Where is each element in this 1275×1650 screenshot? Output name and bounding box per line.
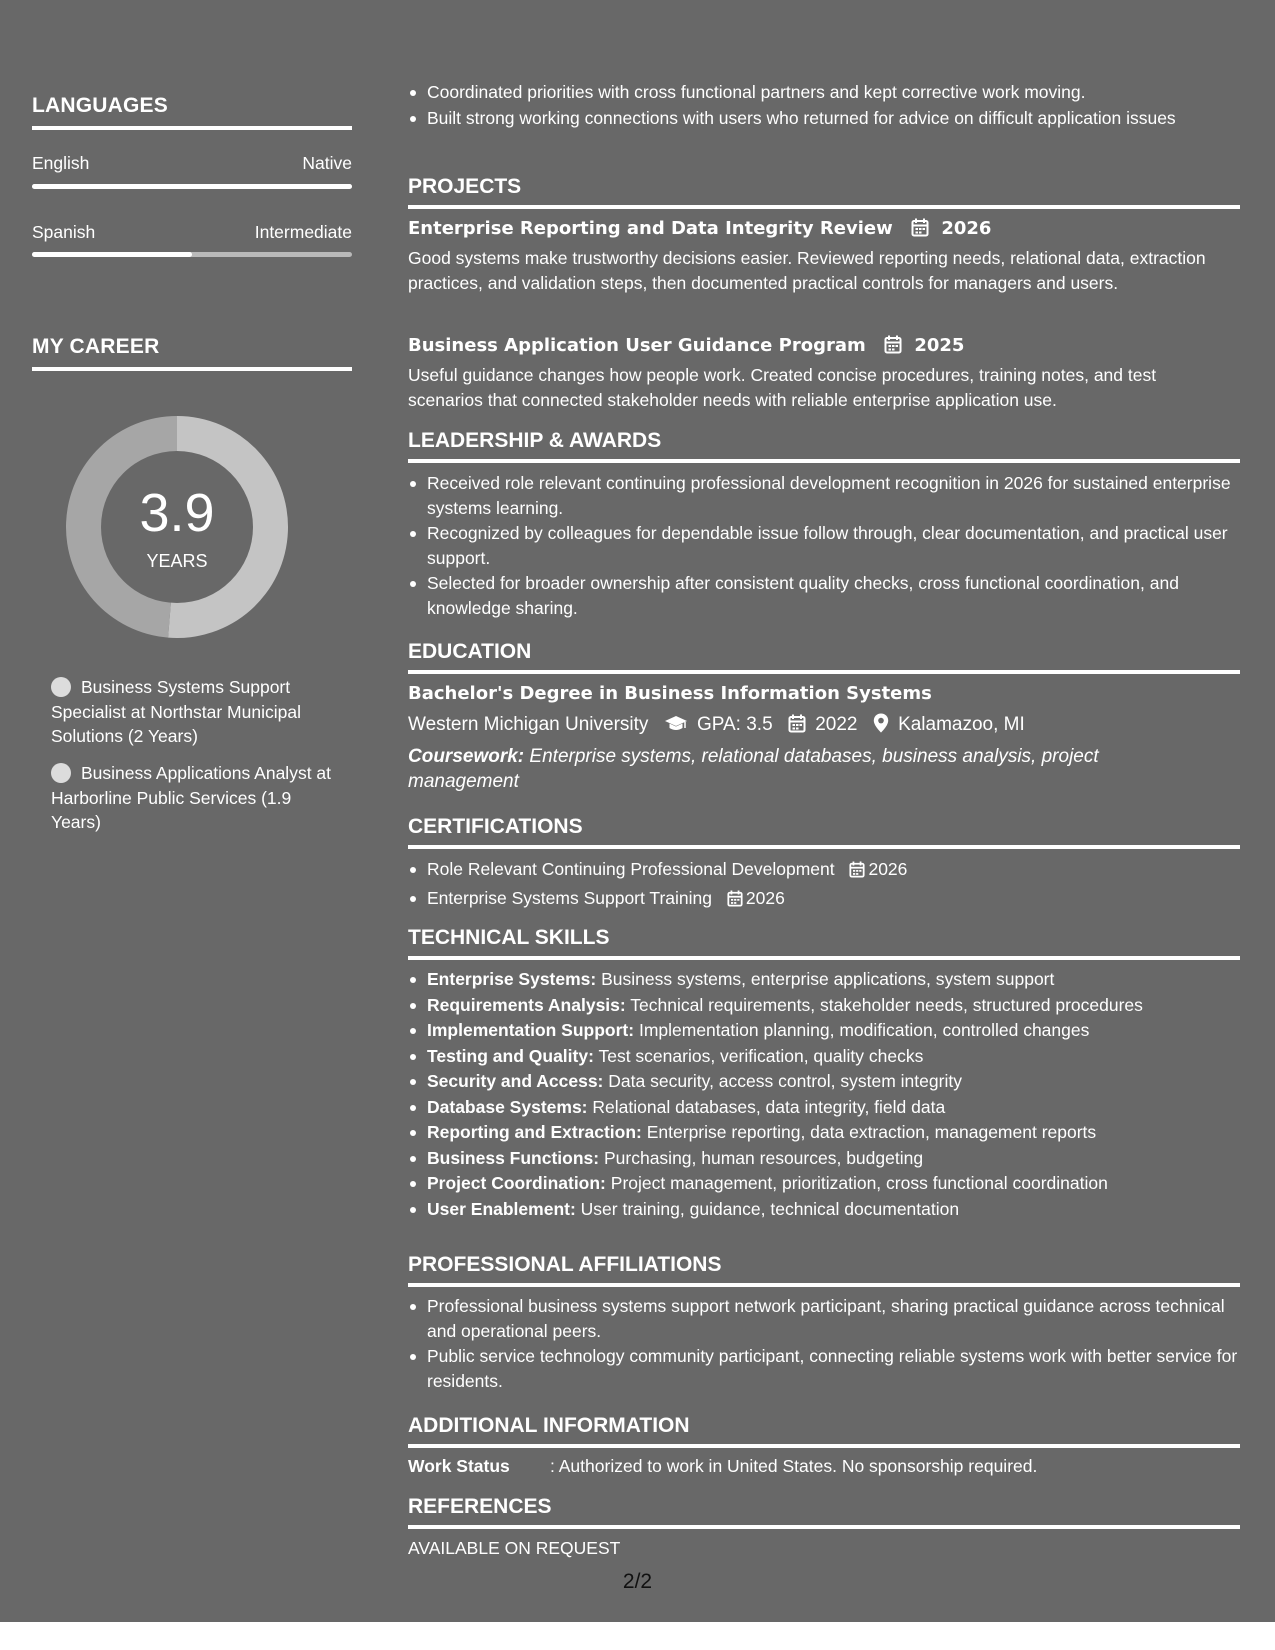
list-item: Public service technology community participant, connecting reliable systems work with better service for residents. [408, 1344, 1240, 1393]
leadership-bullets [408, 471, 1240, 621]
certifications-list [408, 857, 1240, 914]
skill-text: User training, guidance, technical documentation [580, 1198, 960, 1219]
language-level: Native [302, 153, 352, 173]
language-name: Spanish [32, 222, 96, 242]
skill-label: Requirements Analysis: [427, 994, 626, 1015]
skill-text: Test scenarios, verification, quality checks [598, 1045, 924, 1066]
skill-label: Reporting and Extraction: [427, 1122, 642, 1142]
references-heading: REFERENCES [408, 1495, 1240, 1529]
skills-heading: TECHNICAL SKILLS [408, 926, 1240, 960]
list-item [408, 1197, 1240, 1222]
certification-year: 2026 [868, 859, 908, 879]
graduation-cap-icon [664, 715, 688, 739]
degree-title: Bachelor's Degree in Business Information Systems [408, 683, 932, 704]
page-number: 2/2 [622, 1570, 653, 1593]
language-bar-fill [32, 252, 192, 257]
career-total-years: 3.9 [139, 483, 215, 543]
list-item: Professional business systems support network participant, sharing practical guidance across technical and operational peers. [408, 1294, 1240, 1343]
certification-name: Role Relevant Continuing Professional Development [427, 859, 835, 879]
coursework [408, 744, 1168, 794]
career-heading: MY CAREER [32, 335, 352, 371]
legend-dot [51, 677, 71, 697]
list-item [408, 1146, 1240, 1171]
list-item [408, 1095, 1240, 1120]
list-item [408, 1018, 1240, 1043]
skill-text: Purchasing, human resources, budgeting [603, 1147, 924, 1168]
career-legend-label: Business Applications Analyst at Harborline Public Services (1.9 Years) [51, 763, 332, 832]
project-year: 2025 [914, 335, 965, 356]
skill-label: Enterprise Systems: [427, 969, 597, 989]
list-item [408, 967, 1240, 992]
coursework-label: Coursework: [408, 746, 525, 767]
certification-name: Enterprise Systems Support Training [427, 887, 712, 908]
skill-text: Implementation planning, modification, controlled changes [638, 1020, 1090, 1040]
skill-label: Project Coordination: [427, 1173, 606, 1193]
language-name: English [32, 153, 90, 173]
affiliations-heading: PROFESSIONAL AFFILIATIONS [408, 1253, 1240, 1287]
skill-label: Testing and Quality: [427, 1045, 594, 1066]
graduation-year: 2022 [815, 714, 858, 735]
skill-text: Data security, access control, system integrity [608, 1071, 962, 1091]
work-status-row [408, 1456, 1037, 1477]
affiliations-list [408, 1294, 1240, 1394]
skill-text: Relational databases, data integrity, field data [592, 1096, 946, 1117]
skill-label: Security and Access: [427, 1071, 604, 1091]
skill-label: Database Systems: [427, 1096, 588, 1117]
project-title-row [408, 335, 1240, 359]
language-bar-spanish [32, 252, 352, 257]
project-description: Good systems make trustworthy decisions easier. Reviewed reporting needs, relational data, extraction practices, and validation steps, then documented practical controls for managers and users. [408, 248, 1206, 293]
gpa: GPA: 3.5 [696, 714, 773, 735]
project-title: Enterprise Reporting and Data Integrity Review [408, 218, 893, 239]
legend-dot [51, 763, 71, 783]
additional-info-heading: ADDITIONAL INFORMATION [408, 1414, 1240, 1448]
list-item: Built strong working connections with users who returned for advice on difficult application issues [408, 106, 1240, 131]
projects-heading: PROJECTS [408, 175, 1240, 209]
calendar-icon [884, 335, 902, 359]
list-item: Recognized by colleagues for dependable issue follow through, clear documentation, and practical user support. [408, 521, 1240, 570]
career-total-unit: YEARS [146, 551, 208, 571]
career-legend-item [51, 675, 341, 749]
coursework-text: Enterprise systems, relational databases, business analysis, project management [408, 746, 1099, 792]
school-location: Kalamazoo, MI [898, 714, 1025, 735]
language-bar-english [32, 184, 352, 189]
list-item: Selected for broader ownership after consistent quality checks, cross functional coordination, and knowledge sharing. [408, 571, 1240, 620]
calendar-icon [849, 860, 865, 885]
leadership-heading: LEADERSHIP & AWARDS [408, 429, 1240, 463]
skill-label: User Enablement: [427, 1198, 576, 1219]
work-status-value: : Authorized to work in United States. No sponsorship required. [550, 1456, 1038, 1476]
skill-text: Business systems, enterprise applications, system support [601, 969, 1055, 989]
list-item [408, 993, 1240, 1018]
list-item [408, 1171, 1240, 1196]
list-item: Coordinated priorities with cross functional partners and kept corrective work moving. [408, 80, 1240, 105]
project-title: Business Application User Guidance Program [408, 335, 866, 356]
skill-text: Enterprise reporting, data extraction, management reports [646, 1122, 1097, 1142]
education-heading: EDUCATION [408, 640, 1240, 674]
certification-year: 2026 [745, 887, 785, 908]
language-row-english [32, 153, 352, 174]
list-item [408, 1044, 1240, 1069]
skill-text: Technical requirements, stakeholder needs, structured procedures [630, 994, 1143, 1015]
map-pin-icon [873, 713, 889, 739]
calendar-icon [911, 218, 929, 242]
education-meta-row [408, 713, 1240, 739]
references-text: AVAILABLE ON REQUEST [408, 1538, 621, 1558]
school-name: Western Michigan University [408, 714, 649, 735]
skill-label: Business Functions: [427, 1147, 600, 1168]
calendar-icon [727, 889, 743, 914]
list-item [408, 1069, 1240, 1094]
language-row-spanish [32, 222, 352, 243]
work-status-label: Work Status [408, 1456, 510, 1476]
skills-list [408, 967, 1240, 1222]
language-bar-fill [32, 184, 352, 189]
calendar-icon [788, 714, 806, 739]
language-level: Intermediate [254, 222, 352, 242]
project-description: Useful guidance changes how people work. Created concise procedures, training notes, and test scenarios that connected stakeholder needs with reliable enterprise application use. [408, 365, 1157, 410]
career-legend-label: Business Systems Support Specialist at Northstar Municipal Solutions (2 Years) [51, 677, 301, 746]
experience-bullets [408, 80, 1240, 131]
skill-label: Implementation Support: [427, 1020, 635, 1040]
career-legend-item [51, 761, 341, 835]
skill-text: Project management, prioritization, cross functional coordination [610, 1173, 1108, 1193]
project-year: 2026 [941, 218, 992, 239]
list-item [408, 857, 1240, 885]
languages-heading: LANGUAGES [32, 94, 352, 130]
career-donut-chart [66, 416, 288, 638]
list-item [408, 1120, 1240, 1145]
list-item: Received role relevant continuing professional development recognition in 2026 for sustained enterprise systems learning. [408, 471, 1240, 520]
certifications-heading: CERTIFICATIONS [408, 815, 1240, 849]
project-title-row [408, 218, 1240, 242]
list-item [408, 886, 1240, 914]
